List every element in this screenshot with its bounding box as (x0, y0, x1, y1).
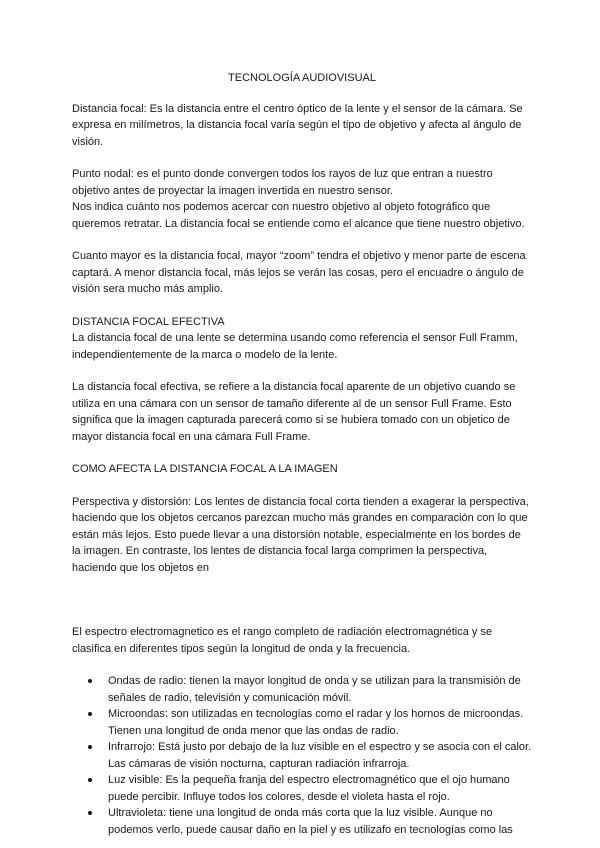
spectrum-list (72, 673, 532, 838)
paragraph-efectiva-1: La distancia focal de una lente se determina usando como referencia el sensor Full Framm, independientemente de la marca o modelo de la lente. (72, 332, 518, 361)
document-title: TECNOLOGÍA AUDIOVISUAL (228, 72, 376, 84)
list-item: Infrarrojo: Está justo por debajo de la luz visible en el espectro y se asocia con el calor. Las cámaras de visión nocturna, capturan radiación infrarroja. (84, 739, 532, 772)
heading-como-afecta: COMO AFECTA LA DISTANCIA FOCAL A LA IMAGEN (72, 463, 338, 475)
paragraph-efectiva-2: La distancia focal efectiva, se refiere a la distancia focal aparente de un objetivo cuando se utiliza en una cámara con un sensor de tamaño diferente al de un sensor Full Frame. Esto significa que la imagen capturada parecerá como si se hubiera tomado con un objetico de mayor distancia focal en una cámara Full Frame. (72, 381, 516, 443)
paragraph-perspectiva: Perspectiva y distorsión: Los lentes de distancia focal corta tienden a exagerar la perspectiva, haciendo que los objetos cercanos parezcan mucho más grandes en comparación con lo que están más lejos. Esto puede llevar a una distorsión notable, especialmente en los bordes de la imagen. En contraste, los lentes de distancia focal larga comprimen la perspectiva, haciendo que los objetos en (72, 495, 529, 574)
list-item: Microondas: son utilizadas en tecnologías como el radar y los hornos de microondas. Tienen una longitud de onda menor que las ondas de radio. (84, 706, 532, 739)
list-item: Luz visible: Es la pequeña franja del espectro electromagnético que el ojo humano puede percibir. Influye todos los colores, desde el violeta hasta el rojo. (84, 772, 532, 805)
paragraph-punto-nodal-line2: Nos indica cuánto nos podemos acercar con nuestro objetivo al objeto fotográfico que queremos retratar. La distancia focal se entiende como el alcance que tiene nuestro objetivo. (72, 201, 525, 230)
document-page (72, 70, 532, 838)
paragraph-zoom: Cuanto mayor es la distancia focal, mayor “zoom” tendra el objetivo y menor parte de escena captará. A menor distancia focal, más lejos se verán las cosas, pero el encuadre o ángulo de visión sera mucho más amplio. (72, 250, 526, 295)
list-item: Ultravioleta: tiene una longitud de onda más corta que la luz visible. Aunque no podemos verlo, puede causar daño en la piel y es utilizafo en tecnologías como las (84, 805, 532, 838)
paragraph-espectro: El espectro electromagnetico es el rango completo de radiación electromagnética y se clasifica en diferentes tipos según la longitud de onda y la frecuencia. (72, 626, 493, 655)
list-item: Ondas de radio: tienen la mayor longitud de onda y se utilizan para la transmisión de señales de radio, televisión y comunicación móvil. (84, 673, 532, 706)
paragraph-punto-nodal-line1: Punto nodal: es el punto donde convergen todos los rayos de luz que entran a nuestro objetivo antes de proyectar la imagen invertida en nuestro sensor. (72, 168, 493, 197)
blank-gap (72, 592, 532, 624)
paragraph-punto-nodal (72, 166, 532, 232)
paragraph-distancia-focal: Distancia focal: Es la distancia entre el centro óptico de la lente y el sensor de la cámara. Se expresa en milímetros, la distancia focal varía según el tipo de objetivo y afecta al ángulo de visión. (72, 102, 523, 148)
heading-distancia-focal-efectiva: DISTANCIA FOCAL EFECTIVA (72, 315, 225, 328)
